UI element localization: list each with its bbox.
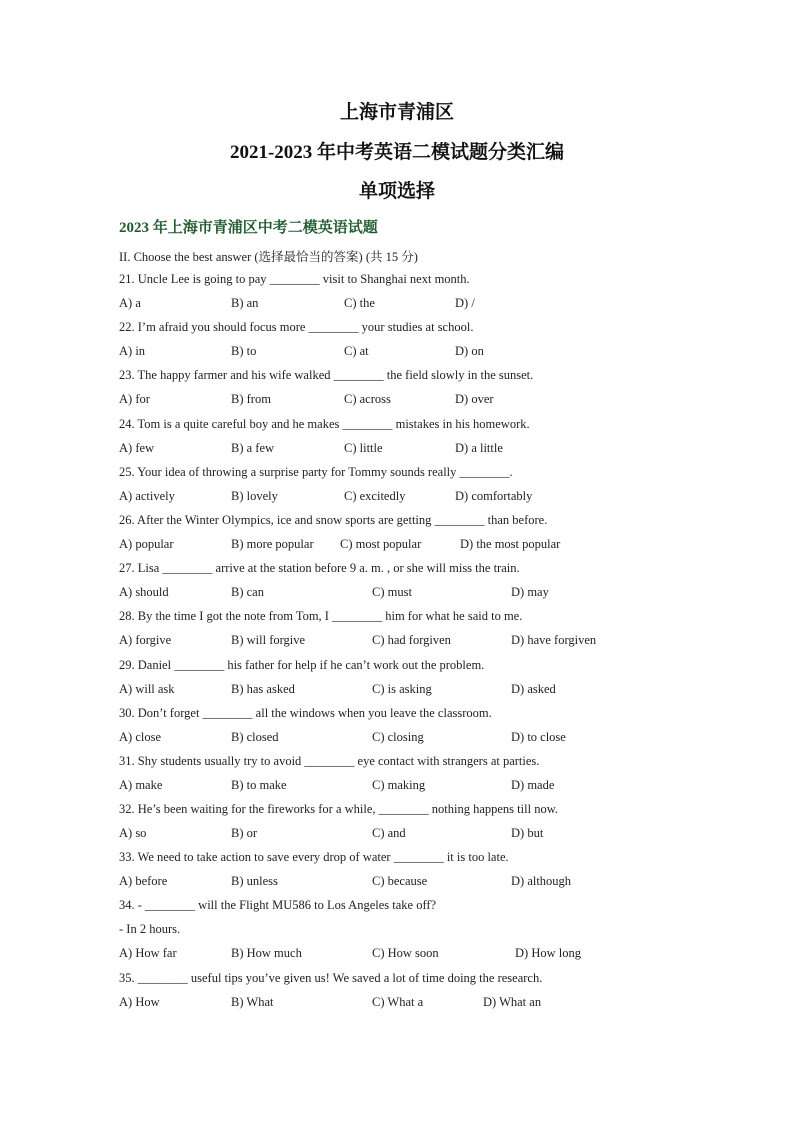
option-d: D) What an [483,994,542,1009]
category-title: 单项选择 [358,181,435,202]
option-d: D) made [511,777,555,792]
option-a: A) should [119,585,169,600]
option-c: C) most popular [340,536,422,551]
option-a: A) for [119,392,150,407]
question-26 [119,513,679,561]
question-31 [119,754,679,802]
option-d: D) comfortably [455,488,533,503]
question-options [119,778,679,793]
question-options [119,874,679,889]
option-d: D) / [455,296,475,310]
option-b: B) from [231,392,271,407]
option-a: A) in [119,344,146,359]
option-c: C) How soon [372,946,439,961]
option-c: C) closing [372,729,424,744]
question-stem: 25. Your idea of throwing a surprise party for Tommy sounds really ________. [119,464,513,479]
option-d: D) the most popular [460,536,561,551]
option-a: A) How far [119,946,177,961]
section-title: 2023 年上海市青浦区中考二模英语试题 [119,220,378,236]
option-c: C) is asking [372,681,432,696]
option-d: D) although [511,874,572,889]
question-23 [119,368,679,416]
question-stem: 27. Lisa ________ arrive at the station before 9 a. m. , or she will miss the train. [119,561,520,576]
option-d: D) How long [515,946,581,961]
question-options [119,946,679,961]
question-35 [119,971,679,1019]
question-options [119,826,679,841]
option-c: C) What a [372,994,424,1009]
section-instruction: II. Choose the best answer (选择最恰当的答案) (共 15 分) [119,250,418,264]
option-a: A) close [119,729,161,744]
question-options [119,392,679,407]
option-c: C) at [344,344,369,359]
option-c: C) had forgiven [372,633,451,648]
question-stem: 26. After the Winter Olympics, ice and snow sports are getting ________ than before. [119,512,548,527]
option-b: B) What [231,994,274,1009]
question-24 [119,417,679,465]
option-b: B) or [231,826,258,841]
question-options [119,344,679,359]
option-c: C) excitedly [344,488,406,503]
question-stem: 31. Shy students usually try to avoid ________ eye contact with strangers at parties. [119,753,540,768]
option-c: C) because [372,874,428,889]
option-b: B) will forgive [231,633,306,648]
option-d: D) but [511,826,544,841]
option-a: A) make [119,777,163,792]
question-stem: 24. Tom is a quite careful boy and he makes ________ mistakes in his homework. [119,416,530,431]
option-d: D) to close [511,729,566,744]
question-stem: 22. I’m afraid you should focus more ________ your studies at school. [119,320,474,335]
option-c: C) across [344,392,391,407]
option-b: B) a few [231,440,275,455]
option-a: A) will ask [119,681,175,696]
option-b: B) more popular [231,536,314,551]
option-c: C) the [344,296,375,310]
district-title: 上海市青浦区 [339,102,454,123]
option-d: D) a little [455,440,503,455]
question-25 [119,465,679,513]
question-stem: 32. He’s been waiting for the fireworks for a while, ________ nothing happens till now. [119,802,559,817]
question-stem: 28. By the time I got the note from Tom, I ________ him for what he said to me. [119,609,523,624]
question-21 [119,272,679,320]
question-answer-line: - In 2 hours. [119,922,181,937]
option-c: C) little [344,440,383,455]
option-b: B) has asked [231,681,295,696]
question-options [119,441,679,456]
option-b: B) an [231,296,259,310]
option-a: A) popular [119,536,174,551]
question-22 [119,320,679,368]
option-d: D) on [455,344,484,359]
question-29 [119,658,679,706]
question-options [119,296,679,311]
question-32 [119,802,679,850]
question-options [119,489,679,504]
question-stem: 35. ________ useful tips you’ve given us! We saved a lot of time doing the research. [119,970,543,985]
question-options [119,995,679,1010]
question-stem: 21. Uncle Lee is going to pay ________ visit to Shanghai next month. [119,272,470,286]
option-b: B) to make [231,777,287,792]
question-30 [119,706,679,754]
option-a: A) so [119,826,147,841]
document-title: 2021-2023 年中考英语二模试题分类汇编 [229,142,565,163]
option-c: C) must [372,585,412,600]
option-a: A) actively [119,488,175,503]
question-stem: 30. Don’t forget ________ all the windows when you leave the classroom. [119,705,492,720]
question-27 [119,561,679,609]
option-a: A) How [119,994,160,1009]
option-c: C) and [372,826,406,841]
question-stem: 34. - ________ will the Flight MU586 to Los Angeles take off? [119,898,437,913]
question-list [119,272,679,1019]
option-c: C) making [372,777,426,792]
option-b: B) can [231,585,264,600]
option-b: B) closed [231,729,279,744]
option-a: A) a [119,296,141,310]
option-b: B) lovely [231,488,278,503]
question-options [119,682,679,697]
option-d: D) may [511,585,549,600]
option-d: D) have forgiven [511,633,597,648]
option-b: B) unless [231,874,278,889]
question-stem: 23. The happy farmer and his wife walked ________ the field slowly in the sunset. [119,368,534,383]
question-options [119,633,679,648]
question-stem: 33. We need to take action to save every drop of water ________ it is too late. [119,850,509,865]
option-d: D) over [455,392,494,407]
question-34 [119,898,679,970]
option-b: B) How much [231,946,302,961]
question-options [119,730,679,745]
option-a: A) forgive [119,633,172,648]
question-options [119,585,679,600]
option-b: B) to [231,344,257,359]
question-options [119,537,679,552]
option-d: D) asked [511,681,556,696]
option-a: A) few [119,440,155,455]
option-a: A) before [119,874,168,889]
question-33 [119,850,679,898]
question-28 [119,609,679,657]
question-stem: 29. Daniel ________ his father for help if he can’t work out the problem. [119,657,485,672]
